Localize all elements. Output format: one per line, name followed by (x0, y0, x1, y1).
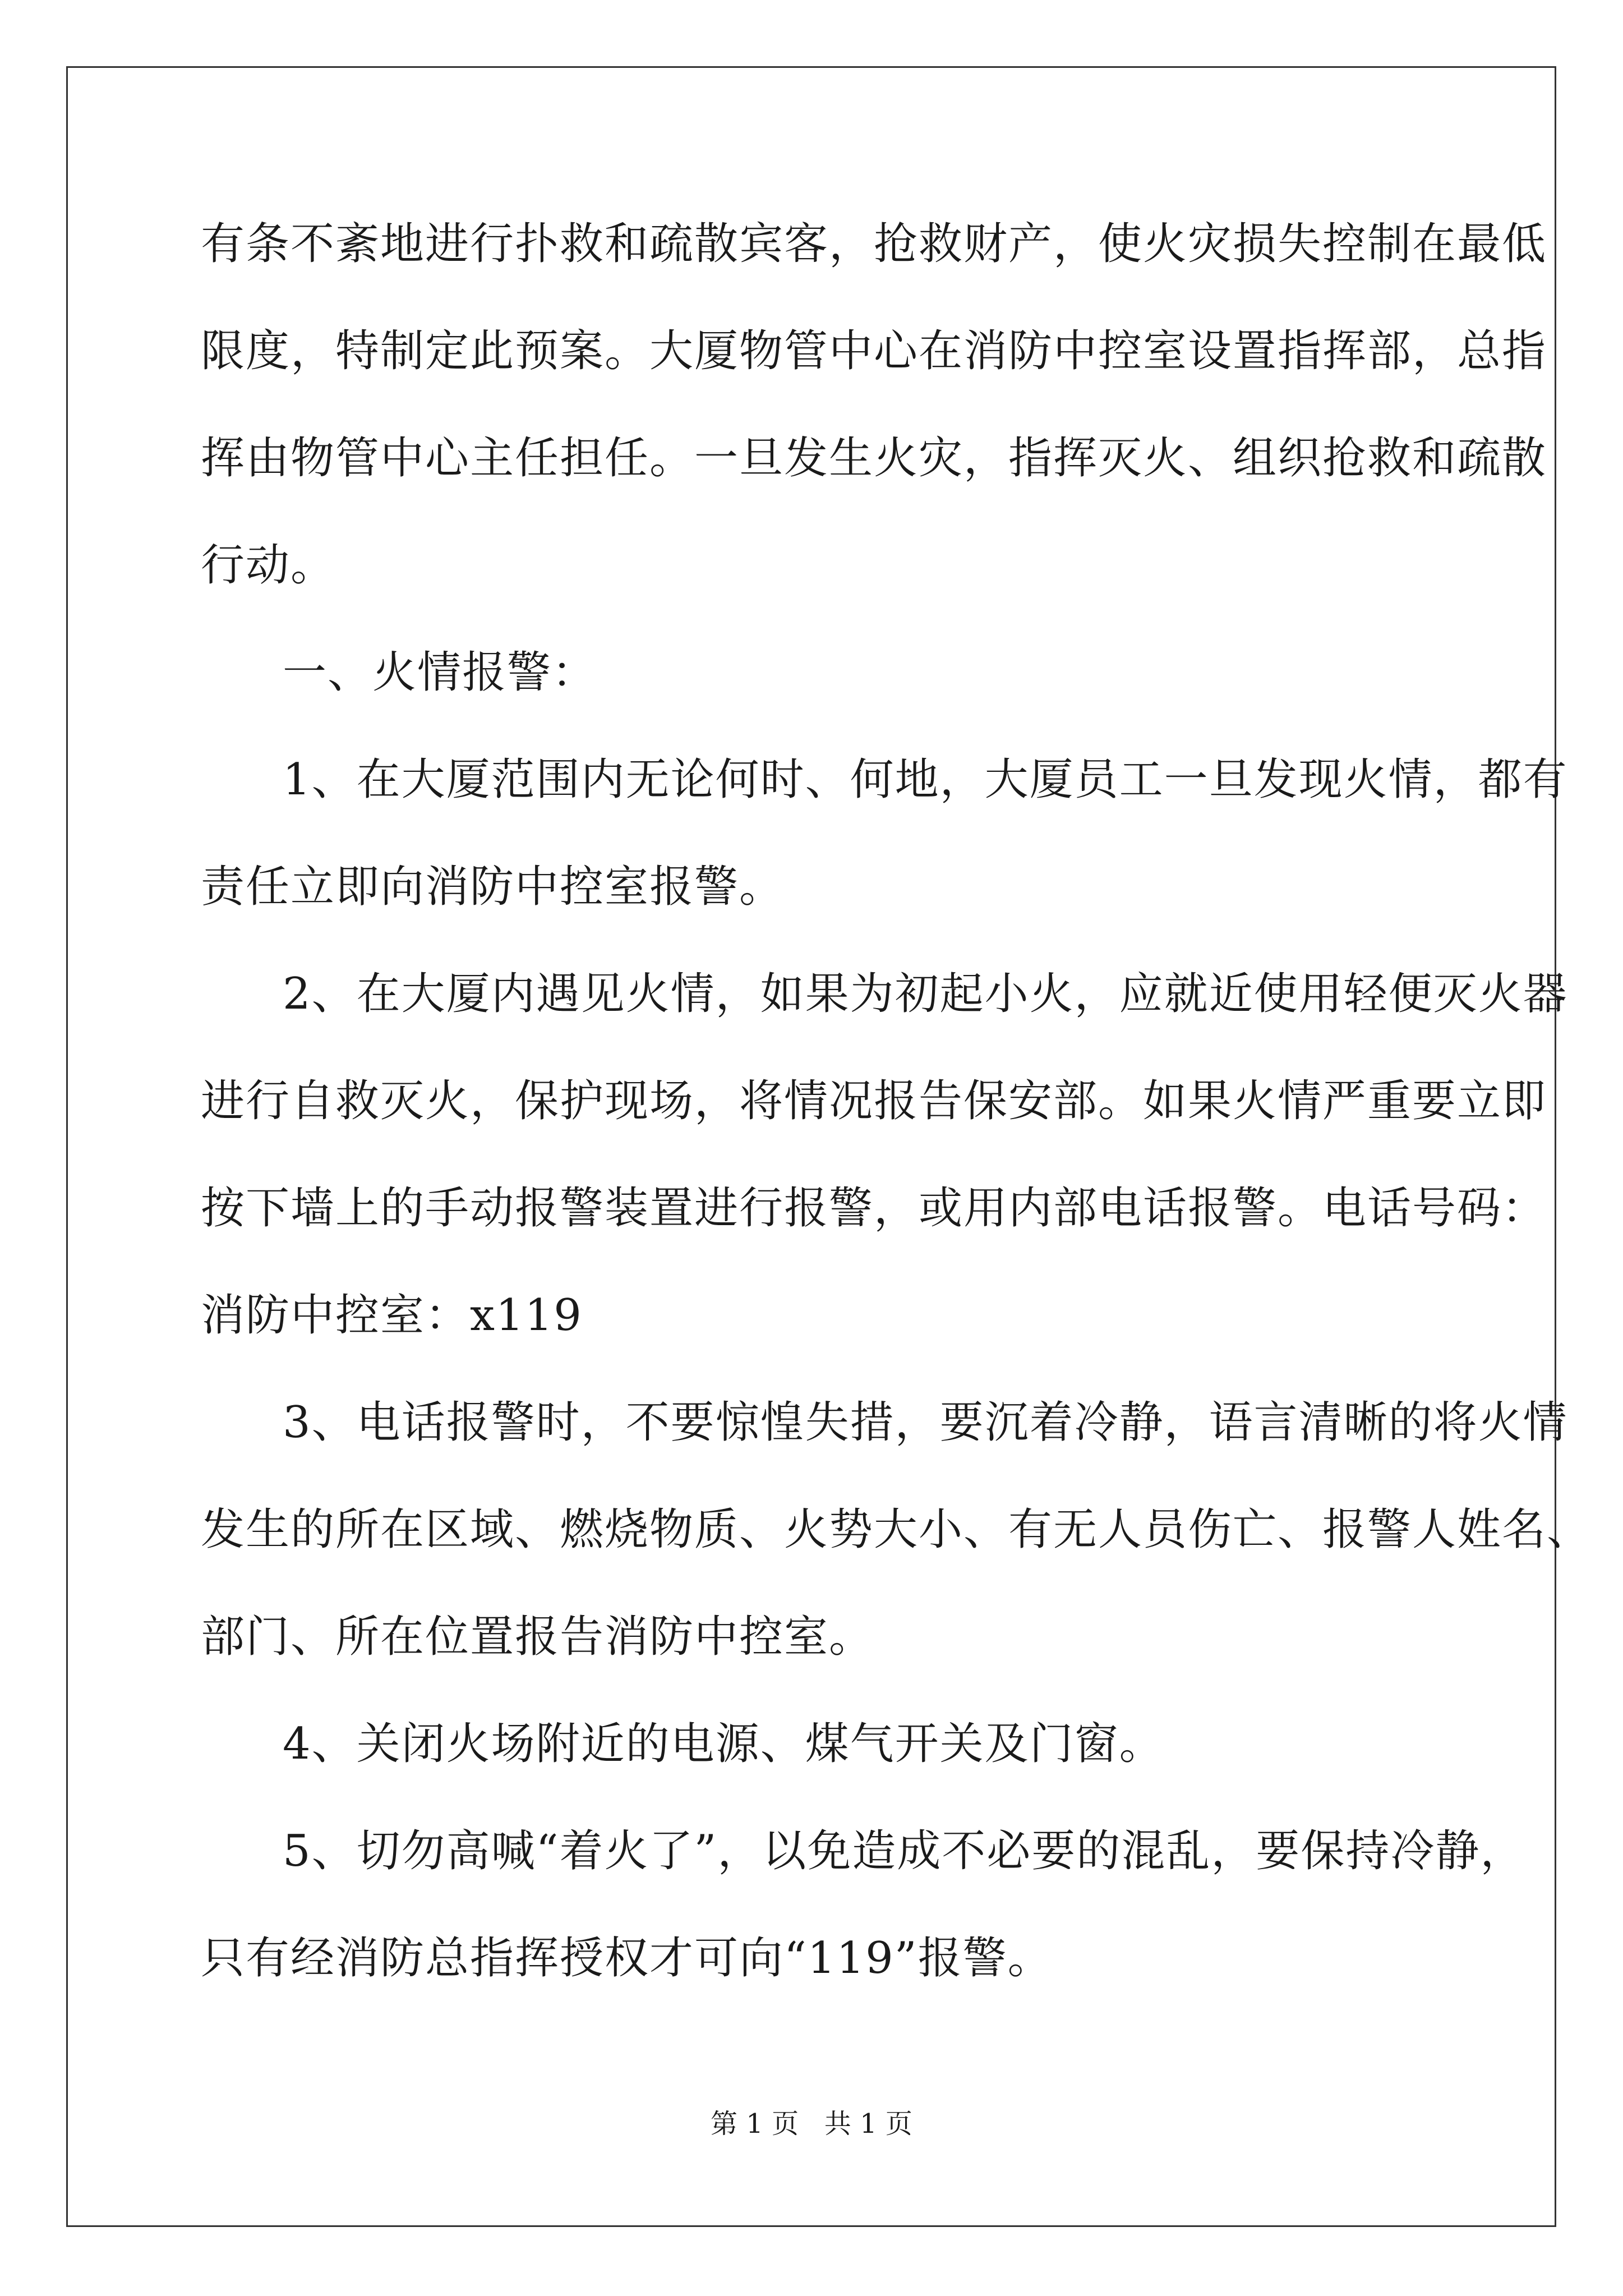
page-number-footer: 第 1 页 共 1 页 (711, 2108, 912, 2139)
text-line: 发生的所在区域、燃烧物质、火势大小、有无人员伤亡、报警人姓名、 (201, 1504, 1592, 1555)
text-line: 有条不紊地进行扑救和疏散宾客，抢救财产，使火灾损失控制在最低 (201, 219, 1547, 269)
text-line: 2、在大厦内遇见火情，如果为初起小火，应就近使用轻便灭火器 (283, 969, 1568, 1019)
text-line: 消防中控室：x119 (201, 1290, 583, 1341)
text-line: 4、关闭火场附近的电源、煤气开关及门窗。 (283, 1719, 1164, 1769)
page-frame (66, 66, 1556, 2227)
text-line: 5、切勿高喊“着火了”，以免造成不必要的混乱，要保持冷静， (283, 1826, 1525, 1876)
text-line: 行动。 (201, 540, 336, 591)
text-line: 挥由物管中心主任担任。一旦发生火灾，指挥灭火、组织抢救和疏散 (201, 433, 1547, 484)
text-line: 3、电话报警时，不要惊惶失措，要沉着冷静，语言清晰的将火情 (283, 1397, 1568, 1448)
text-line: 限度，特制定此预案。大厦物管中心在消防中控室设置指挥部，总指 (201, 326, 1547, 376)
text-line: 责任立即向消防中控室报警。 (201, 862, 785, 912)
text-line: 按下墙上的手动报警装置进行报警，或用内部电话报警。电话号码： (201, 1183, 1547, 1234)
section-heading: 一、火情报警： (283, 647, 597, 698)
text-line: 只有经消防总指挥授权才可向“119”报警。 (201, 1933, 1053, 1984)
text-line: 进行自救灭火，保护现场，将情况报告保安部。如果火情严重要立即 (201, 1076, 1547, 1126)
text-line: 部门、所在位置报告消防中控室。 (201, 1612, 874, 1662)
text-line: 1、在大厦范围内无论何时、何地，大厦员工一旦发现火情，都有 (283, 754, 1568, 805)
